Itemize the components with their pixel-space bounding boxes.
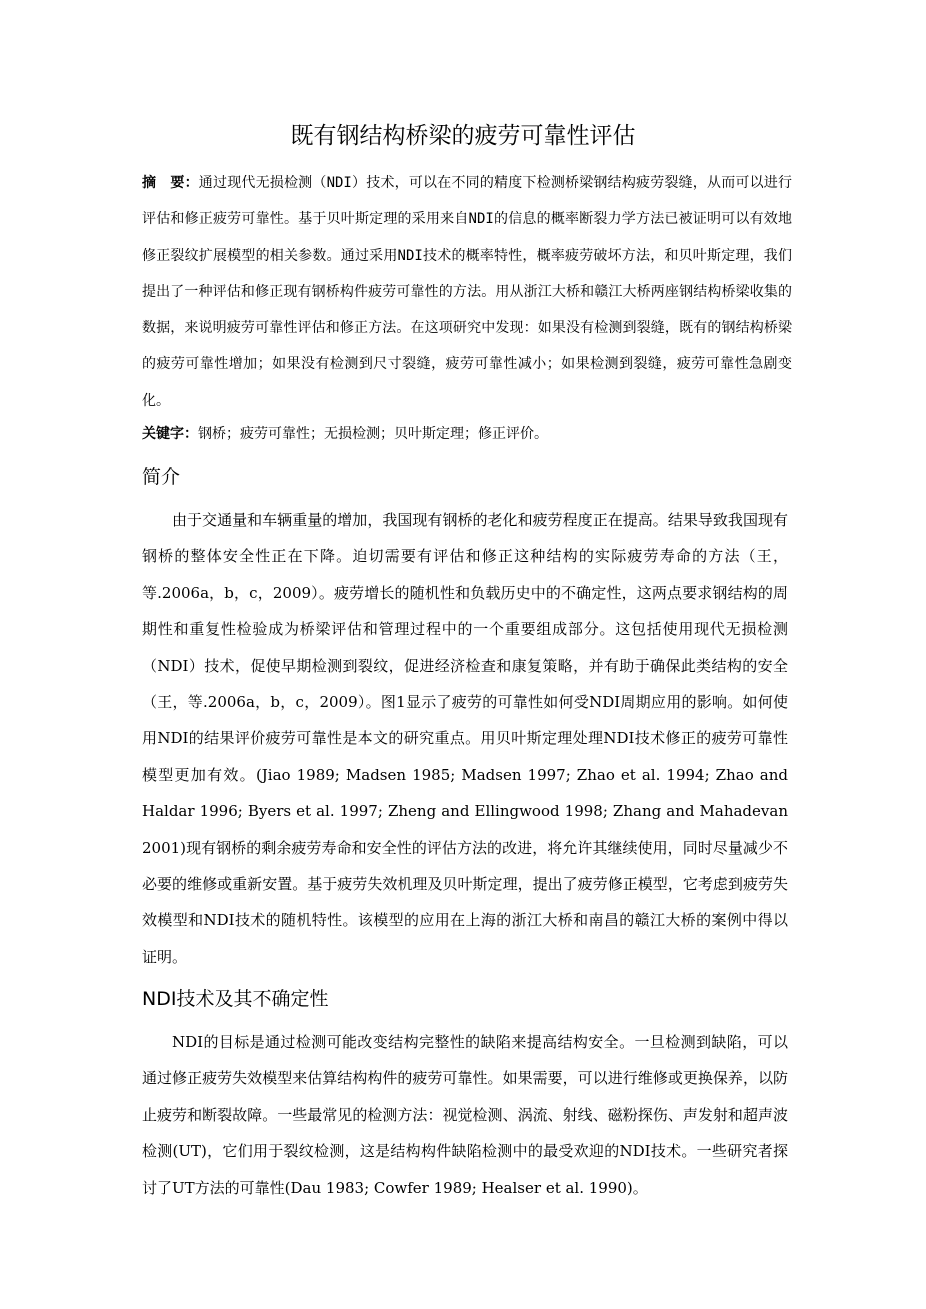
section-heading-intro: 简介 <box>142 466 181 488</box>
ndi-paragraph: NDI的目标是通过检测可能改变结构完整性的缺陷来提高结构安全。一旦检测到缺陷，可以通过修正疲劳失效模型来估算结构构件的疲劳可靠性。如果需要，可以进行维修或更换保养，以防止疲劳和断裂故障。一些最常见的检测方法：视觉检测、涡流、射线、磁粉探伤、声发射和超声波检测(UT)，它们用于裂纹检测，这是结构构件缺陷检测中的最受欢迎的NDI技术。一些研究者探讨了UT方法的可靠性(Dau 1983; Cowfer 1989; Healser et al. 1990)。 <box>142 1033 788 1197</box>
abstract-label: 摘 要： <box>142 175 199 191</box>
abstract <box>142 165 792 419</box>
keywords-text: 钢桥；疲劳可靠性；无损检测；贝叶斯定理；修正评价。 <box>198 426 548 442</box>
abstract-text: 通过现代无损检测（NDI）技术，可以在不同的精度下检测桥梁钢结构疲劳裂缝，从而可以进行评估和修正疲劳可靠性。基于贝叶斯定理的采用来自NDI的信息的概率断裂力学方法已被证明可以有效地修正裂纹扩展模型的相关参数。通过采用NDI技术的概率特性，概率疲劳破坏方法，和贝叶斯定理，我们提出了一种评估和修正现有钢桥构件疲劳可靠性的方法。用从浙江大桥和赣江大桥两座钢结构桥梁收集的数据，来说明疲劳可靠性评估和修正方法。在这项研究中发现：如果没有检测到裂缝，既有的钢结构桥梁的疲劳可靠性增加；如果没有检测到尺寸裂缝，疲劳可靠性减小；如果检测到裂缝，疲劳可靠性急剧变化。 <box>142 175 792 409</box>
keywords-label: 关键字： <box>142 426 198 442</box>
paper-title: 既有钢结构桥梁的疲劳可靠性评估 <box>290 123 636 149</box>
section-heading-ndi: NDI技术及其不确定性 <box>142 988 329 1010</box>
intro-paragraph: 由于交通量和车辆重量的增加，我国现有钢桥的老化和疲劳程度正在提高。结果导致我国现有钢桥的整体安全性正在下降。迫切需要有评估和修正这种结构的实际疲劳寿命的方法（王，等.2006a，b，c，2009）。疲劳增长的随机性和负载历史中的不确定性，这两点要求钢结构的周期性和重复性检验成为桥梁评估和管理过程中的一个重要组成部分。这包括使用现代无损检测（NDI）技术，促使早期检测到裂纹，促进经济检查和康复策略，并有助于确保此类结构的安全（王，等.2006a，b，c，2009）。图1显示了疲劳的可靠性如何受NDI周期应用的影响。如何使用NDI的结果评价疲劳可靠性是本文的研究重点。用贝叶斯定理处理NDI技术修正的疲劳可靠性模型更加有效。(Jiao 1989; Madsen 1985; Madsen 1997; Zhao et al. 1994; Zhao and Haldar 1996; Byers et al. 1997; Zheng and Ellingwood 1998; Zhang and Mahadevan 2001)现有钢桥的剩余疲劳寿命和安全性的评估方法的改进，将允许其继续使用，同时尽量减少不必要的维修或重新安置。基于疲劳失效机理及贝叶斯定理，提出了疲劳修正模型，它考虑到疲劳失效模型和NDI技术的随机特性。该模型的应用在上海的浙江大桥和南昌的赣江大桥的案例中得以证明。 <box>142 511 788 966</box>
keywords <box>142 418 792 450</box>
